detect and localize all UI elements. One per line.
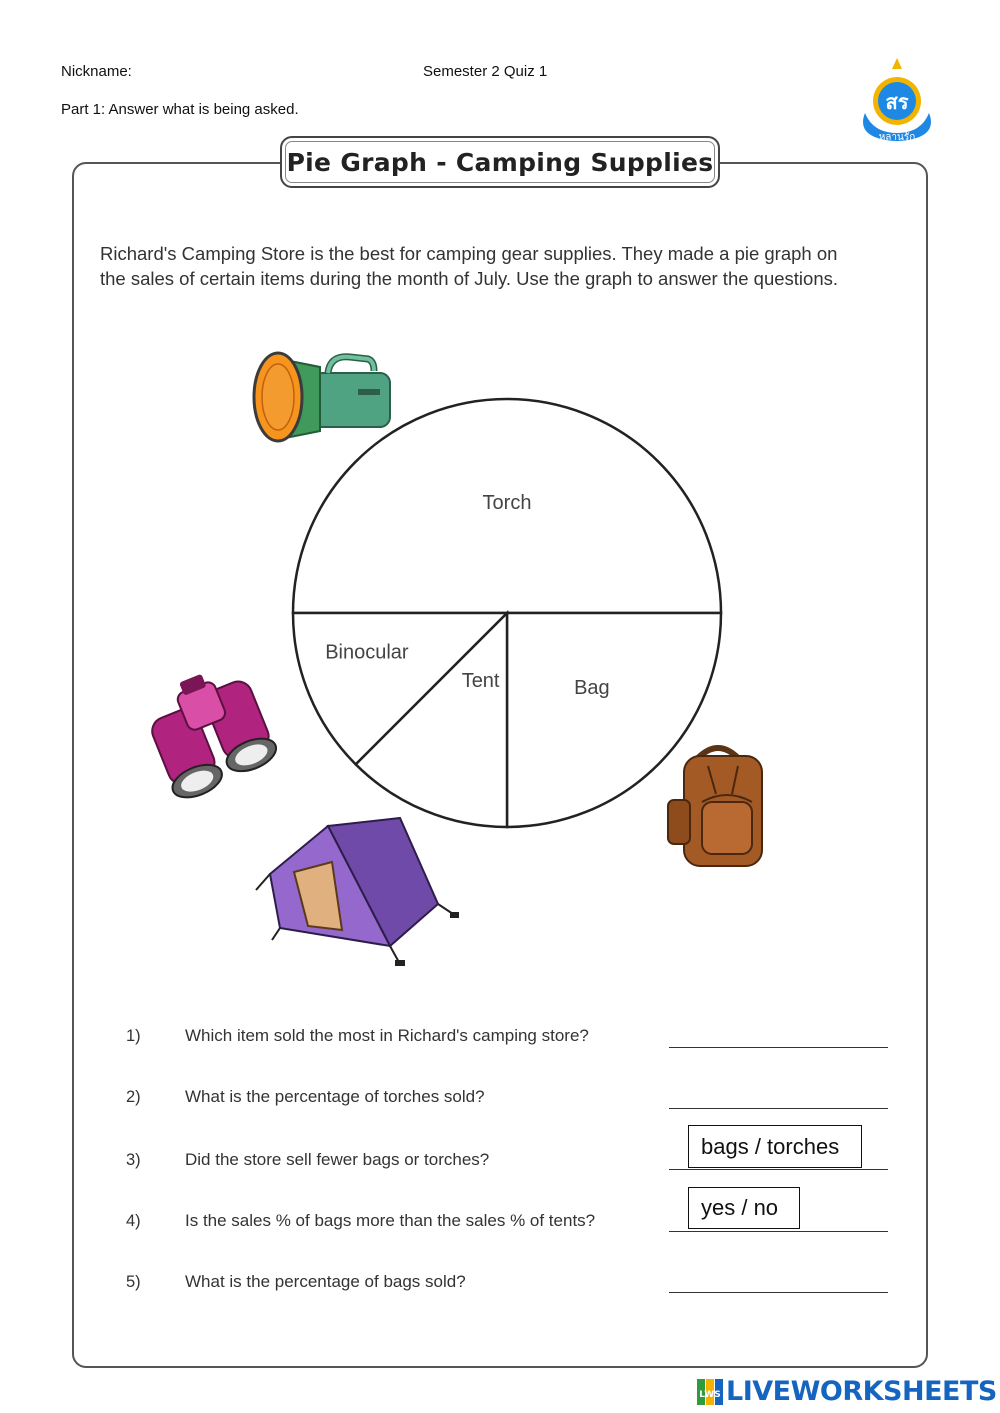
liveworksheets-badge-text: LWS xyxy=(699,1390,721,1400)
logo-text: สร xyxy=(885,90,909,114)
tent-icon xyxy=(250,812,465,972)
worksheet-title-box xyxy=(280,136,720,188)
question-number: 2) xyxy=(126,1088,141,1106)
question-number: 4) xyxy=(126,1212,141,1230)
answer-dropdown-yes-no[interactable]: yes / no xyxy=(688,1187,800,1229)
answer-line[interactable] xyxy=(669,1108,888,1109)
question-number: 3) xyxy=(126,1151,141,1169)
quiz-title: Semester 2 Quiz 1 xyxy=(423,63,548,80)
worksheet-title: Pie Graph - Camping Supplies xyxy=(286,147,714,177)
question-text: What is the percentage of torches sold? xyxy=(185,1087,485,1106)
nickname-label: Nickname: xyxy=(61,63,132,80)
question-text: Did the store sell fewer bags or torches? xyxy=(185,1150,490,1169)
liveworksheets-brand: LIVEWORKSHEETS xyxy=(726,1376,997,1407)
pie-label-tent: Tent xyxy=(461,669,500,692)
question-number: 1) xyxy=(126,1027,141,1045)
backpack-icon xyxy=(664,740,772,875)
question-text: Is the sales % of bags more than the sales % of tents? xyxy=(185,1211,596,1230)
intro-paragraph xyxy=(100,241,920,291)
answer-dropdown-bags-torches[interactable]: bags / torches xyxy=(688,1125,862,1168)
intro-line-1: Richard's Camping Store is the best for camping gear supplies. They made a pie graph on xyxy=(100,243,838,264)
answer-line[interactable] xyxy=(669,1292,888,1293)
pie-label-bag: Bag xyxy=(574,676,610,699)
answer-line xyxy=(669,1231,888,1232)
liveworksheets-badge-icon xyxy=(697,1379,723,1405)
school-logo xyxy=(855,55,940,145)
question-text: Which item sold the most in Richard's camping store? xyxy=(185,1026,589,1045)
question-text: What is the percentage of bags sold? xyxy=(185,1272,466,1291)
answer-line xyxy=(669,1169,888,1170)
answer-line[interactable] xyxy=(669,1047,888,1048)
pie-label-torch: Torch xyxy=(482,492,532,514)
intro-line-2: the sales of certain items during the month of July. Use the graph to answer the questions. xyxy=(100,268,839,289)
pie-label-binocular: Binocular xyxy=(325,641,409,664)
logo-subtext: หลานรัก xyxy=(878,132,916,143)
instruction-text: Part 1: Answer what is being asked. xyxy=(61,101,299,118)
question-number: 5) xyxy=(126,1273,141,1291)
binoculars-icon xyxy=(128,660,293,785)
